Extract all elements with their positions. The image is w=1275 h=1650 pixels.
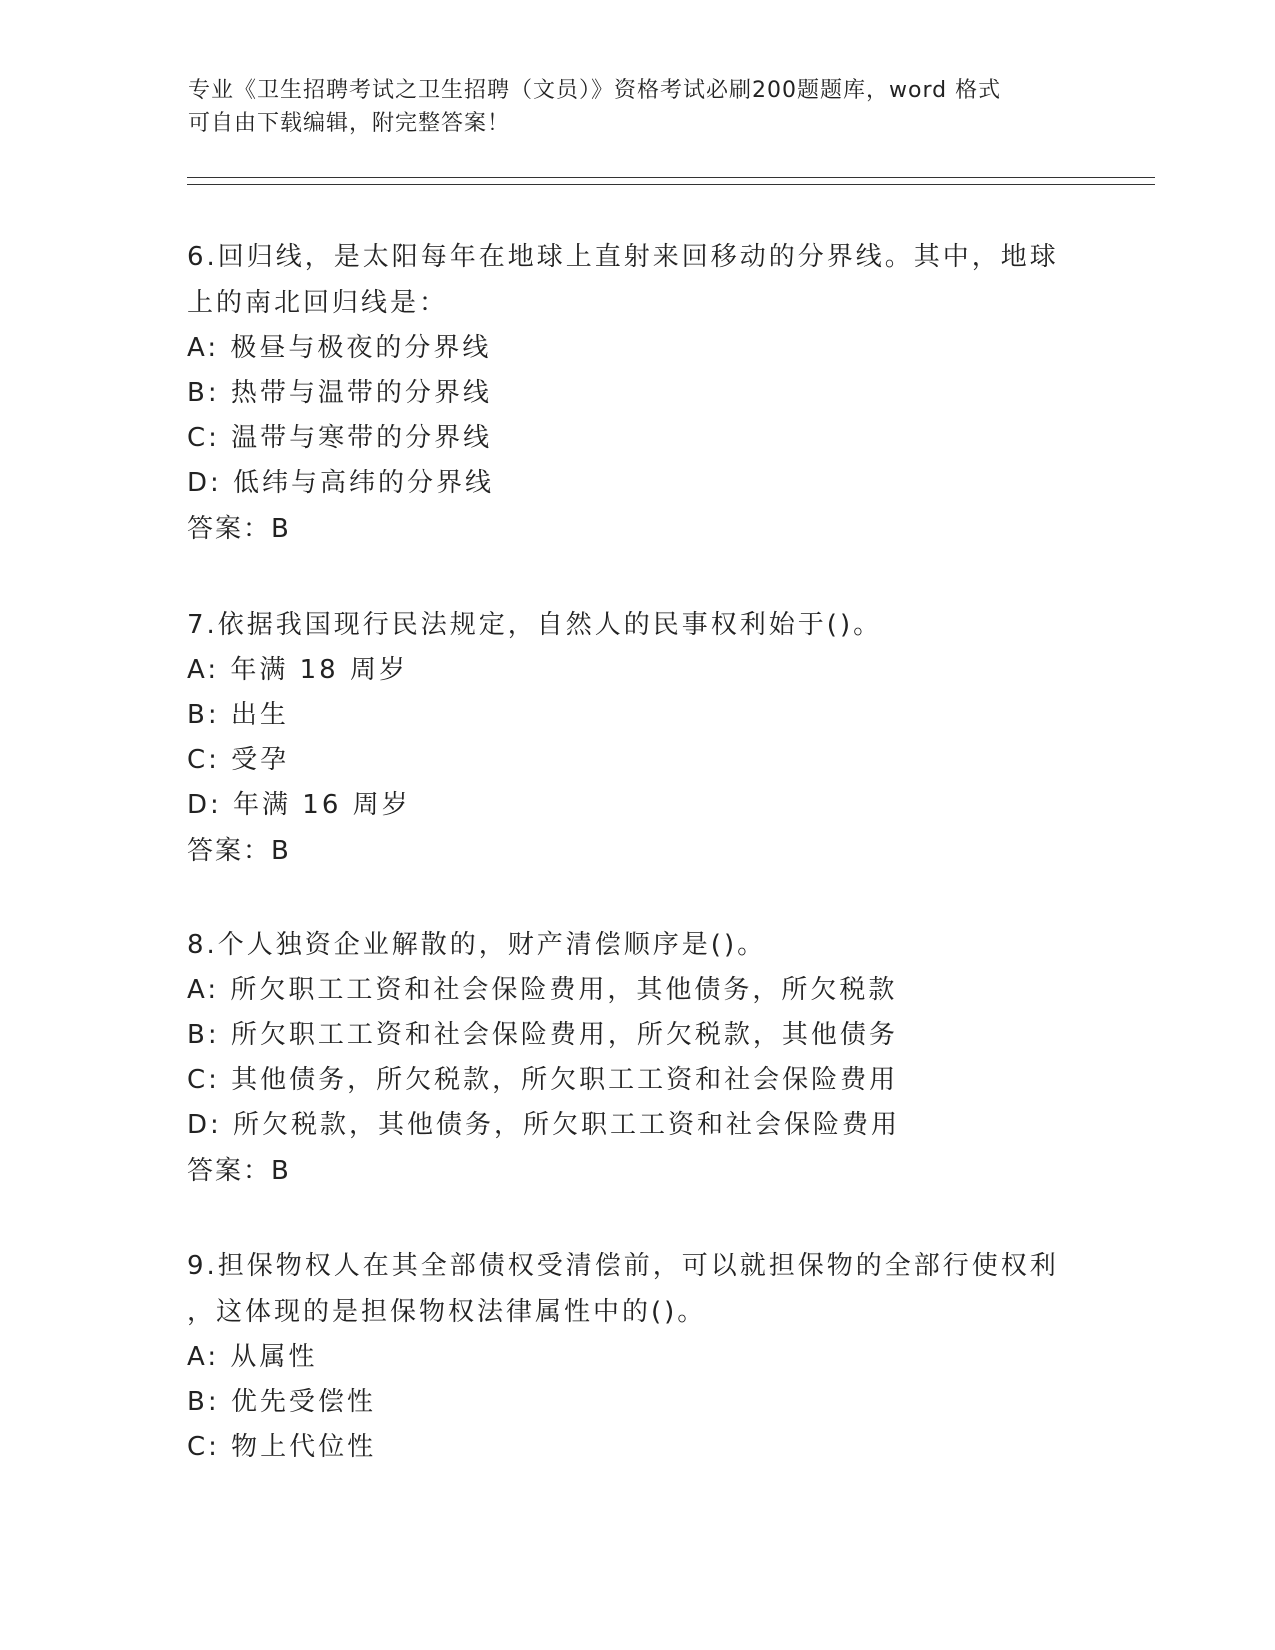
option-a: A: 从属性 [187, 1342, 318, 1372]
question-stem-line: 7.依据我国现行民法规定，自然人的民事权利始于()。 [187, 610, 883, 640]
question-stem-line: 6.回归线，是太阳每年在地球上直射来回移动的分界线。其中，地球 [187, 242, 1059, 272]
question-stem-line: 9.担保物权人在其全部债权受清偿前，可以就担保物的全部行使权利 [187, 1251, 1059, 1281]
option-b: B: 所欠职工工资和社会保险费用，所欠税款，其他债务 [187, 1020, 898, 1050]
question-7 [187, 602, 1087, 874]
option-c: C: 温带与寒带的分界线 [187, 423, 493, 453]
option-a: A: 极昼与极夜的分界线 [187, 333, 492, 363]
question-8 [187, 922, 1087, 1194]
question-stem-line: ，这体现的是担保物权法律属性中的()。 [187, 1297, 707, 1327]
option-d: D: 年满 16 周岁 [187, 790, 411, 820]
option-b: B: 出生 [187, 700, 289, 730]
question-9 [187, 1243, 1087, 1470]
header-line-1: 专业《卫生招聘考试之卫生招聘（文员）》资格考试必刷200题题库，word 格式 [188, 78, 1002, 103]
question-6 [187, 234, 1087, 552]
option-b: B: 优先受偿性 [187, 1387, 376, 1417]
option-a: A: 年满 18 周岁 [187, 655, 408, 685]
option-c: C: 受孕 [187, 745, 290, 775]
answer-line: 答案：B [187, 836, 291, 866]
option-c: C: 物上代位性 [187, 1432, 377, 1462]
question-stem-line: 上的南北回归线是： [187, 288, 449, 318]
option-d: D: 低纬与高纬的分界线 [187, 468, 495, 498]
option-c: C: 其他债务，所欠税款，所欠职工工资和社会保险费用 [187, 1065, 899, 1095]
option-a: A: 所欠职工工资和社会保险费用，其他债务，所欠税款 [187, 975, 898, 1005]
header-divider [187, 177, 1155, 185]
option-d: D: 所欠税款，其他债务，所欠职工工资和社会保险费用 [187, 1110, 901, 1140]
header-line-2: 可自由下载编辑，附完整答案！ [188, 111, 511, 136]
question-stem-line: 8.个人独资企业解散的，财产清偿顺序是()。 [187, 930, 767, 960]
answer-line: 答案：B [187, 514, 291, 544]
option-b: B: 热带与温带的分界线 [187, 378, 492, 408]
answer-line: 答案：B [187, 1156, 291, 1186]
document-header [188, 74, 1088, 140]
